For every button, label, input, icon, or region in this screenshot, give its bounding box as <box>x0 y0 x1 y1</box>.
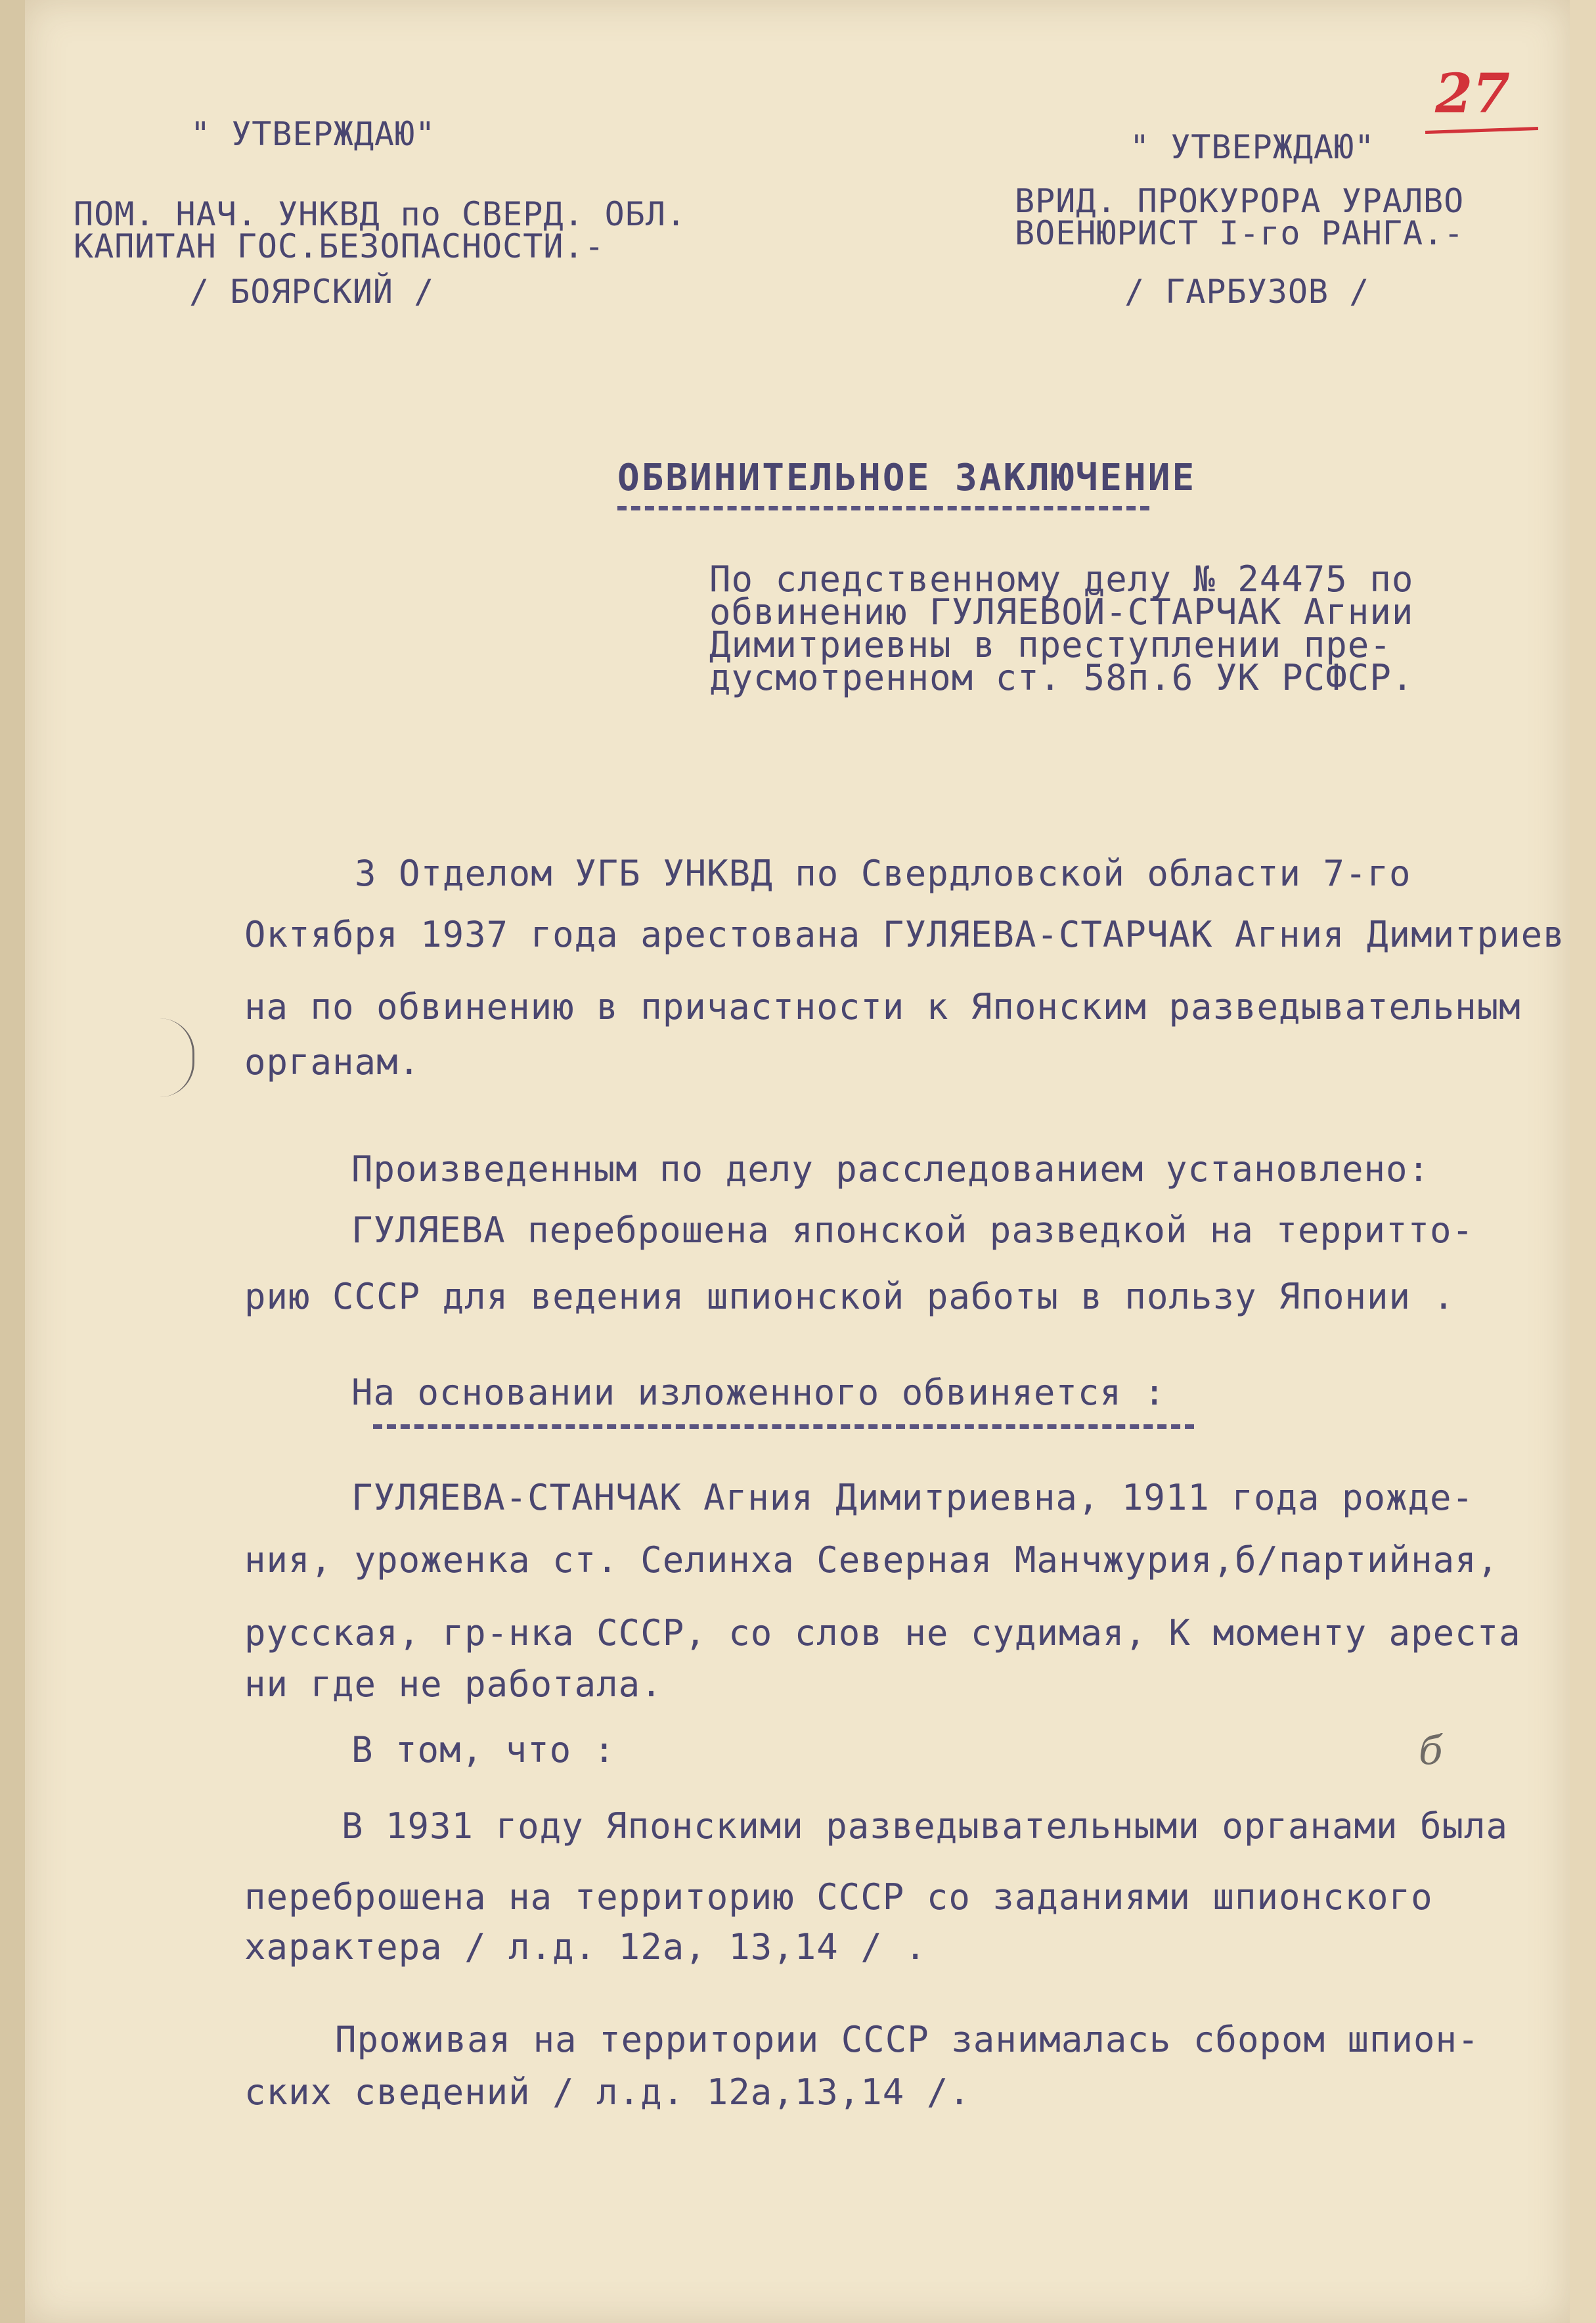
para3-line4: ни где не работала. <box>244 1663 663 1705</box>
document-title: ОБВИНИТЕЛЬНОЕ ЗАКЛЮЧЕНИЕ <box>617 457 1197 499</box>
approval-right-line2: ВОЕНЮРИСТ I-го РАНГА.- <box>1015 214 1465 252</box>
accused-heading: На основании изложенного обвиняется : <box>351 1372 1166 1413</box>
para1-line4: органам. <box>244 1041 421 1083</box>
para3-line1: ГУЛЯЕВА-СТАНЧАК Агния Димитриевна, 1911 года рожде- <box>351 1477 1474 1518</box>
in-that-line: В том, что : <box>351 1729 616 1770</box>
approval-left-line1: ПОМ. НАЧ. УНКВД по СВЕРД. ОБЛ. <box>74 195 687 233</box>
case-ref-line2: обвинению ГУЛЯЕВОЙ-СТАРЧАК Агнии <box>709 591 1414 633</box>
para3-line2: ния, уроженка ст. Селинха Северная Манчжурия,б/партийная, <box>244 1539 1499 1581</box>
para2-line3: рию СССР для ведения шпионской работы в пользу Японии . <box>244 1276 1455 1317</box>
case-ref-line4: дусмотренном ст. 58п.6 УК РСФСР. <box>709 657 1414 698</box>
approval-right-signature: / ГАРБУЗОВ / <box>1124 273 1370 311</box>
para4-line1: В 1931 году Японскими разведывательными органами была <box>342 1805 1509 1847</box>
para5-line2: ских сведений / л.д. 12а,13,14 /. <box>244 2071 971 2113</box>
title-underline <box>617 506 1149 510</box>
para3-line3: русская, гр-нка СССР, со слов не судимая, К моменту ареста <box>244 1612 1521 1654</box>
case-ref-line1: По следственному делу № 24475 по <box>709 558 1414 600</box>
approval-left-signature: / БОЯРСКИЙ / <box>189 273 435 311</box>
para5-line1: Проживая на территории СССР занималась сбором шпион- <box>335 2019 1480 2060</box>
para2-line1: Произведенным по делу расследованием установлено: <box>351 1148 1430 1190</box>
para4-line3: характера / л.д. 12а, 13,14 / . <box>244 1926 927 1968</box>
para1-line3: на по обвинению в причастности к Японским разведывательным <box>244 986 1521 1027</box>
para1-line2: Октября 1937 года арестована ГУЛЯЕВА-СТАРЧАК Агния Димитриев <box>244 914 1565 955</box>
approval-right-heading: " УТВЕРЖДАЮ" <box>1130 128 1375 166</box>
pencil-note: б <box>1419 1728 1443 1774</box>
folio-number: 27 <box>1435 62 1511 125</box>
accused-heading-underline <box>373 1424 1194 1429</box>
approval-right-line1: ВРИД. ПРОКУРОРА УРАЛВО <box>1015 182 1465 220</box>
approval-left-line2: КАПИТАН ГОС.БЕЗОПАСНОСТИ.- <box>74 227 605 265</box>
page-edge-right <box>1570 0 1596 2323</box>
page-edge-left <box>0 0 25 2323</box>
para1-line1: 3 Отделом УГБ УНКВД по Свердловской области 7-го <box>355 853 1411 894</box>
para2-line2: ГУЛЯЕВА переброшена японской разведкой на территто- <box>351 1209 1474 1251</box>
para4-line2: переброшена на территорию СССР со заданиями шпионского <box>244 1876 1433 1918</box>
case-ref-line3: Димитриевны в преступлении пре- <box>709 624 1392 665</box>
approval-left-heading: " УТВЕРЖДАЮ" <box>190 115 436 153</box>
